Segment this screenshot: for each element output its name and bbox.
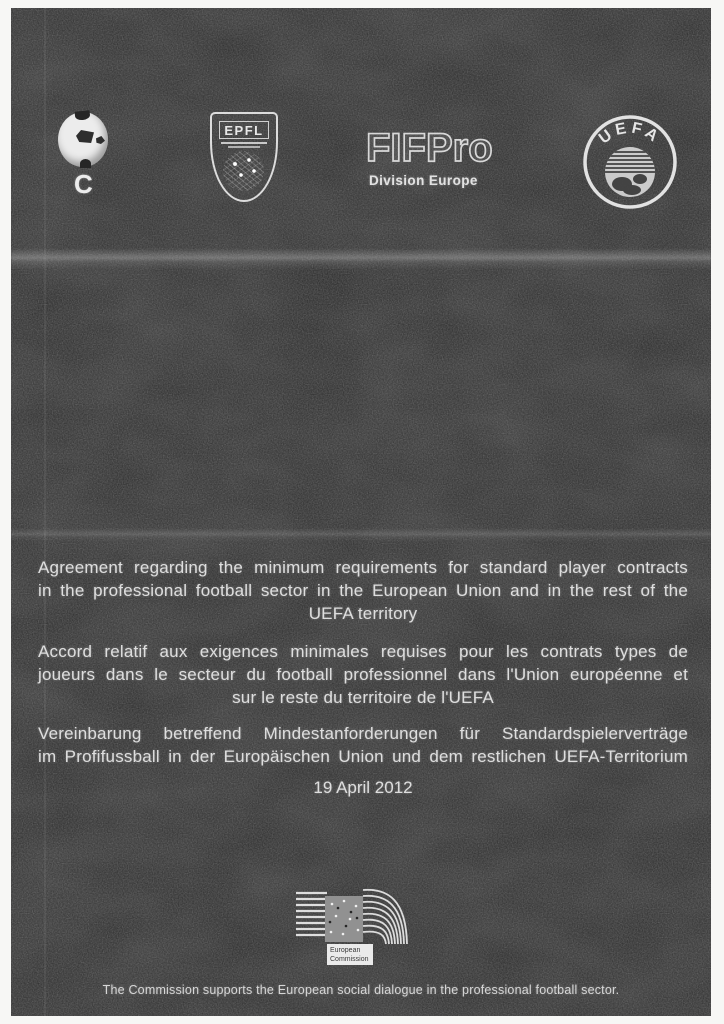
title-line: joueurs dans le secteur du football professionnel dans l'Union européenne et <box>38 665 688 684</box>
epfl-subtitle-bar <box>228 146 260 148</box>
scan-crease <box>11 528 711 542</box>
uefa-badge-icon <box>580 110 680 210</box>
ec-flag-icon <box>294 886 428 968</box>
eca-logo <box>51 108 121 203</box>
ec-label-line1: European <box>330 947 361 954</box>
title-line: Vereinbarung betreffend Mindestanforderungen für Standardspielerverträge <box>38 724 688 743</box>
fifpro-subtitle: Division Europe <box>369 173 478 188</box>
title-line: Agreement regarding the minimum requirements for standard player contracts <box>38 558 688 577</box>
date-line: 19 April 2012 <box>313 778 413 797</box>
european-commission-emblem <box>294 886 428 968</box>
epfl-logo <box>210 112 278 202</box>
fifpro-wordmark: FIFPro <box>366 126 493 170</box>
ec-label-line2: Commission <box>330 956 369 963</box>
epfl-acronym: EPFL <box>219 121 269 139</box>
football-icon <box>58 112 108 167</box>
eca-letter: C <box>74 169 93 199</box>
fifpro-wordmark-icon <box>352 124 542 170</box>
scan-streak <box>44 8 46 1016</box>
title-german <box>38 722 688 768</box>
title-line: in the professional football sector in the European Union and in the rest of the <box>38 581 688 600</box>
scan-crease <box>11 248 711 270</box>
scanned-cover <box>11 8 711 1016</box>
uefa-wordmark: UEFA <box>595 119 665 148</box>
title-english <box>38 556 688 625</box>
epfl-subtitle-bar <box>221 142 267 144</box>
title-french <box>38 640 688 709</box>
fifpro-logo <box>352 124 542 190</box>
epfl-globe-icon <box>223 151 264 191</box>
title-line: UEFA territory <box>308 604 418 623</box>
uefa-logo <box>580 110 680 210</box>
title-line: im Profifussball in der Europäischen Union und dem restlichen UEFA-Territorium <box>38 747 688 766</box>
title-line: Accord relatif aux exigences minimales requises pour les contrats types de <box>38 642 688 661</box>
footer-note: The Commission supports the European social dialogue in the professional football sector. <box>102 983 620 997</box>
title-line: sur le reste du territoire de l'UEFA <box>232 688 494 707</box>
